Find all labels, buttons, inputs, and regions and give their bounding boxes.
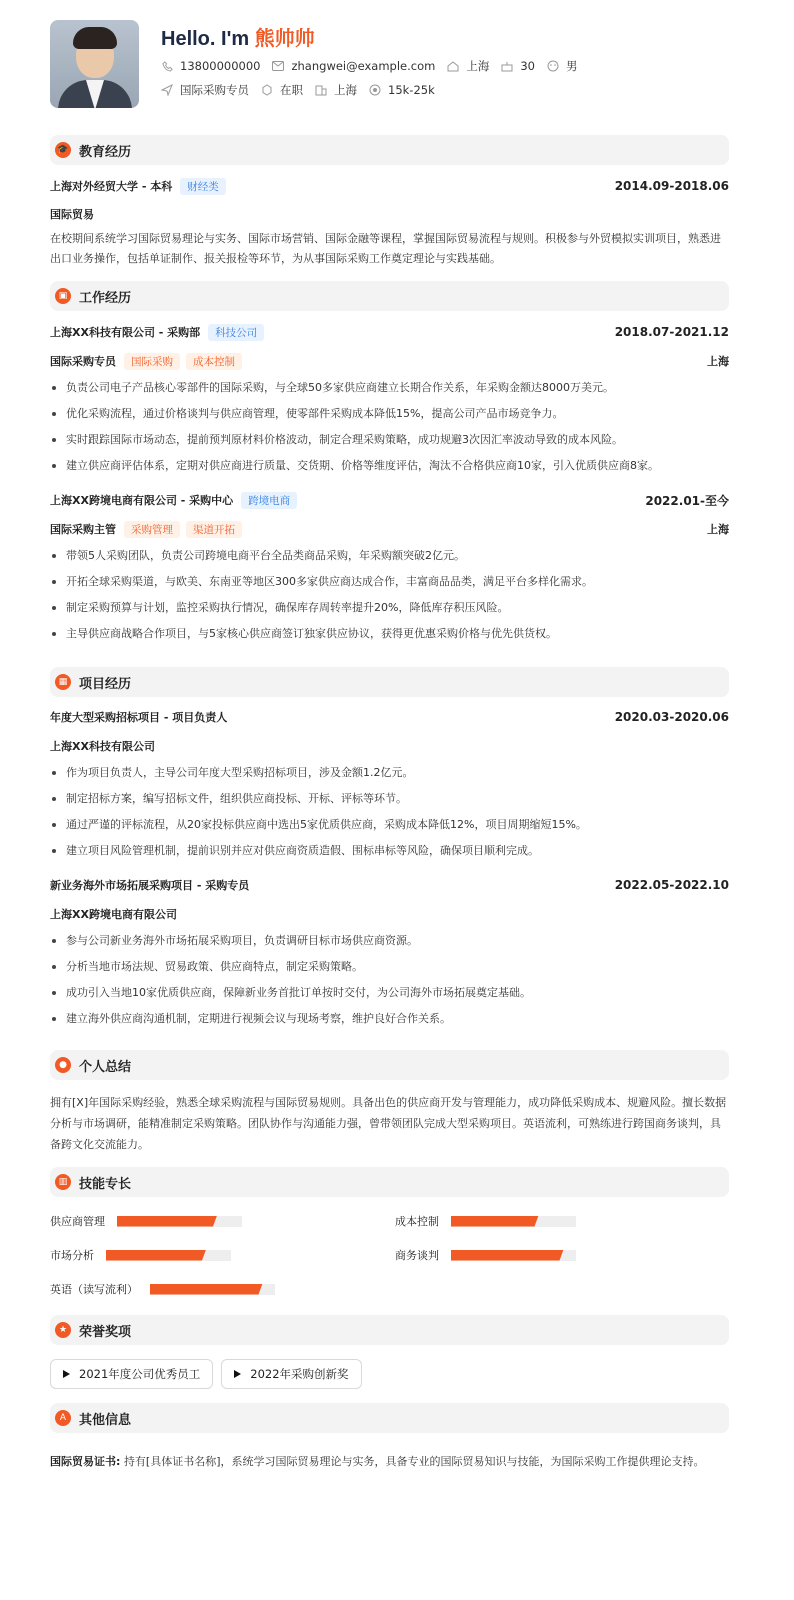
greeting-title: Hello. I'm 熊帅帅 [161, 28, 315, 50]
certificate-text: 持有[具体证书名称]，系统学习国际贸易理论与实务，具备专业的国际贸易知识与技能，为国际采购工作提供理论支持。 [123, 1455, 705, 1468]
company-tag: 跨境电商 [241, 492, 297, 509]
skill-item: 成本控制 [395, 1209, 740, 1233]
company-tag: 科技公司 [208, 324, 264, 341]
skill-bar [451, 1216, 576, 1227]
section-education: 🎓 教育经历 [50, 135, 729, 165]
project-item [50, 706, 729, 864]
person-icon: ● [55, 1057, 71, 1073]
list-item: 带领5人采购团队，负责公司跨境电商平台全品类商品采购，年采购额突破2亿元。 [50, 543, 729, 569]
email-text: zhangwei@example.com [291, 59, 436, 73]
list-item: 制定采购预算与计划，监控采购执行情况，确保库存周转率提升20%，降低库存积压风险。 [50, 595, 729, 621]
gender-icon [547, 60, 559, 72]
list-item: 负责公司电子产品核心零部件的国际采购，与全球50多家供应商建立长期合作关系，年采购金额达8000万美元。 [50, 375, 729, 401]
gender-text: 男 [565, 59, 578, 73]
section-other: A 其他信息 [50, 1403, 729, 1433]
skill-item: 商务谈判 [395, 1243, 740, 1267]
home-icon [447, 60, 459, 72]
section-projects: ▦ 项目经历 [50, 667, 729, 697]
project-item [50, 874, 729, 1032]
list-item: 优化采购流程，通过价格谈判与供应商管理，使零部件采购成本降低15%，提高公司产品市场竞争力。 [50, 401, 729, 427]
section-skills: ▥ 技能专长 [50, 1167, 729, 1197]
section-awards: ★ 荣誉奖项 [50, 1315, 729, 1345]
work-item [50, 489, 729, 647]
age-icon [501, 60, 513, 72]
skills-grid [50, 1209, 729, 1301]
section-work: ▣ 工作经历 [50, 281, 729, 311]
list-item: 通过严谨的评标流程，从20家投标供应商中选出5家优质供应商，采购成本降低12%，项目周期缩短15%。 [50, 812, 729, 838]
work-date: 2022.01-至今 [645, 493, 729, 508]
list-item: 分析当地市场法规、贸易政策、供应商特点，制定采购策略。 [50, 954, 729, 980]
email-icon [272, 60, 284, 72]
skill-bar [150, 1284, 275, 1295]
list-item: 成功引入当地10家优质供应商，保障新业务首批订单按时交付，为公司海外市场拓展奠定基础。 [50, 980, 729, 1006]
awards-list [50, 1359, 729, 1389]
project-company: 上海XX跨境电商有限公司 [50, 908, 177, 921]
list-item: 建立项目风险管理机制，提前识别并应对供应商资质造假、围标串标等风险，确保项目顺利完成。 [50, 838, 729, 864]
avatar [50, 20, 139, 108]
status-icon [261, 84, 273, 96]
profile-header [50, 20, 729, 120]
skill-bar [117, 1216, 242, 1227]
summary-text: 拥有[X]年国际采购经验，熟悉全球采购流程与国际贸易规则。具备出色的供应商开发与管理能力，成功降低采购成本、规避风险。擅长数据分析与市场调研，能精准制定采购策略。团队协作与沟通能力强，曾带领团队完成大型采购项目。英语流利，可熟练进行跨国商务谈判，具备跨文化交流能力。 [50, 1096, 727, 1151]
work-item [50, 321, 729, 479]
city-text: 上海 [466, 59, 490, 73]
job-role: 国际采购主管 [50, 522, 116, 536]
award-chip[interactable]: 2022年采购创新奖 [221, 1359, 361, 1389]
list-item: 参与公司新业务海外市场拓展采购项目，负责调研目标市场供应商资源。 [50, 928, 729, 954]
other-info [50, 1451, 729, 1472]
project-name: 新业务海外市场拓展采购项目 - 采购专员 [50, 879, 250, 892]
list-item: 作为项目负责人，主导公司年度大型采购招标项目，涉及金额1.2亿元。 [50, 760, 729, 786]
salary-icon [369, 84, 381, 96]
skill-item: 英语（读写流利） [50, 1277, 395, 1301]
role-tag: 国际采购 [124, 353, 180, 370]
target-city-text: 上海 [334, 83, 357, 97]
project-name: 年度大型采购招标项目 - 项目负责人 [50, 711, 228, 724]
role-tag: 成本控制 [186, 353, 242, 370]
education-row [50, 175, 729, 197]
building-icon [315, 84, 327, 96]
list-item: 建立海外供应商沟通机制，定期进行视频会议与现场考察，维护良好合作关系。 [50, 1006, 729, 1032]
skill-item: 供应商管理 [50, 1209, 395, 1233]
skill-bar [106, 1250, 231, 1261]
education-date: 2014.09-2018.06 [614, 179, 729, 193]
company-name: 上海XX跨境电商有限公司 - 采购中心 [50, 493, 234, 507]
skill-item: 市场分析 [50, 1243, 395, 1267]
play-icon [234, 1370, 241, 1378]
section-summary: ● 个人总结 [50, 1050, 729, 1080]
company-name: 上海XX科技有限公司 - 采购部 [50, 325, 201, 339]
phone-text: 13800000000 [180, 59, 261, 73]
role-tag: 渠道开拓 [186, 521, 242, 538]
graduation-cap-icon: 🎓 [55, 142, 71, 158]
award-chip[interactable]: 2021年度公司优秀员工 [50, 1359, 213, 1389]
phone-icon [161, 60, 173, 72]
list-item: 实时跟踪国际市场动态，提前预判原材料价格波动，制定合理采购策略，成功规避3次因汇率波动导致的成本风险。 [50, 427, 729, 453]
skill-bar [451, 1250, 576, 1261]
salary-text: 15k-25k [388, 83, 435, 97]
list-item: 建立供应商评估体系，定期对供应商进行质量、交货期、价格等维度评估，淘汰不合格供应商10家，引入优质供应商8家。 [50, 453, 729, 479]
chart-icon: ▥ [55, 1174, 71, 1190]
role-tag: 采购管理 [124, 521, 180, 538]
medal-icon: ★ [55, 1322, 71, 1338]
play-icon [63, 1370, 70, 1378]
list-item: 主导供应商战略合作项目，与5家核心供应商签订独家供应协议，获得更优惠采购价格与优先供货权。 [50, 621, 729, 647]
work-date: 2018.07-2021.12 [614, 325, 729, 339]
info-icon: A [55, 1410, 71, 1426]
age-text: 30 [520, 59, 535, 73]
job-city: 上海 [707, 355, 729, 368]
school-tag: 财经类 [180, 178, 226, 195]
grid-icon: ▦ [55, 674, 71, 690]
position-text: 国际采购专员 [180, 83, 249, 97]
major-row [50, 203, 729, 225]
project-date: 2020.03-2020.06 [614, 710, 729, 724]
status-text: 在职 [280, 83, 303, 97]
project-date: 2022.05-2022.10 [614, 878, 729, 892]
project-company: 上海XX科技有限公司 [50, 740, 155, 753]
job-intent-row [161, 80, 589, 100]
list-item: 开拓全球采购渠道，与欧美、东南亚等地区300多家供应商达成合作，丰富商品品类，满足平台多样化需求。 [50, 569, 729, 595]
school-name: 上海对外经贸大学 - 本科 [50, 179, 173, 193]
briefcase-icon: ▣ [55, 288, 71, 304]
contact-row [161, 56, 589, 76]
major: 国际贸易 [50, 208, 94, 221]
job-role: 国际采购专员 [50, 354, 116, 368]
send-icon [161, 84, 173, 96]
candidate-name: 熊帅帅 [254, 28, 315, 50]
job-city: 上海 [707, 523, 729, 536]
education-desc: 在校期间系统学习国际贸易理论与实务、国际市场营销、国际金融等课程，掌握国际贸易流程与规则。积极参与外贸模拟实训项目，熟悉进出口业务操作，包括单证制作、报关报检等环节，为从事国际采购工作奠定理论与实践基础。 [50, 232, 721, 265]
certificate-label: 国际贸易证书: [50, 1455, 121, 1468]
list-item: 制定招标方案，编写招标文件，组织供应商投标、开标、评标等环节。 [50, 786, 729, 812]
